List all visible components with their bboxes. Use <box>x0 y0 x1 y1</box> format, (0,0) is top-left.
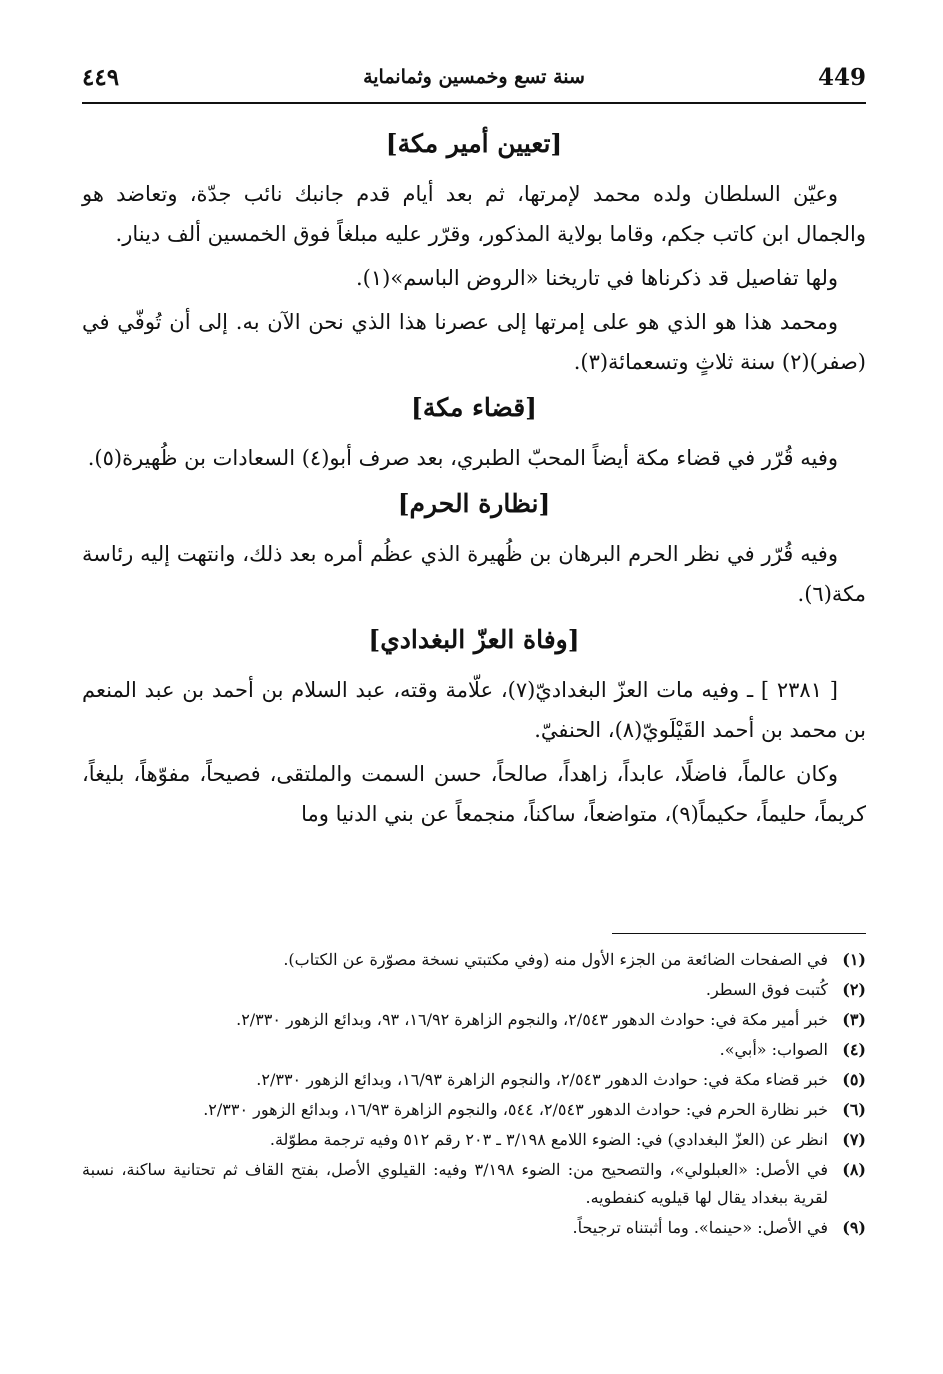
footnote <box>82 1006 866 1034</box>
footnote <box>82 1156 866 1212</box>
footnote-mark: (٩) <box>842 1218 866 1237</box>
footnote <box>82 1066 866 1094</box>
section-heading: [نظارة الحرم] <box>397 489 551 518</box>
paragraph: وفيه قُرّر في نظر الحرم البرهان بن ظُهيرة الذي عظُم أمره بعد ذلك، وانتهت إليه رئاسة مكة(٦). <box>82 542 866 606</box>
paragraph: [ ٢٣٨١ ] ـ وفيه مات العزّ البغداديّ(٧)، علّامة وقته، عبد السلام بن أحمد بن عبد المنعم بن محمد بن أحمد القَيْلَويّ(٨)، الحنفيّ. <box>82 678 866 742</box>
footnote <box>82 1214 866 1242</box>
footnote-text: في الأصل: «العبلولي»، والتصحيح من: الضوء ٣/١٩٨ وفيه: القيلوي الأصل، بفتح القاف ثم تحتانية ساكنة، نسبة لقرية ببغداد يقال لها قيلويه كنفطويه. <box>82 1160 828 1207</box>
footnote-text: كُتبت فوق السطر. <box>705 980 828 999</box>
header-rule <box>82 102 866 104</box>
section-heading: [قضاء مكة] <box>411 393 537 422</box>
footnote <box>82 976 866 1004</box>
footnote-text: الصواب: «أبي». <box>719 1040 828 1059</box>
footnote <box>82 1096 866 1124</box>
footnote-mark: (٢) <box>842 980 866 999</box>
paragraph: وفيه قُرّر في قضاء مكة أيضاً المحبّ الطبري، بعد صرف أبو(٤) السعادات بن ظُهيرة(٥). <box>87 446 838 470</box>
page-header <box>82 62 866 98</box>
running-title: سنة تسع وخمسين وثمانماية <box>363 66 585 88</box>
footnote-mark: (٧) <box>842 1130 866 1149</box>
main-text <box>82 118 866 838</box>
paragraph: وعيّن السلطان ولده محمد لإمرتها، ثم بعد أيام قدم جانبك نائب جدّة، وتعاضد هو والجمال ابن كاتب جكم، وقاما بولاية المذكور، وقرّر عليه مبلغاً فوق الخمسين ألف دينار. <box>82 182 866 246</box>
footnote-mark: (٤) <box>842 1040 866 1059</box>
footnote-mark: (٥) <box>842 1070 866 1089</box>
section-heading: [وفاة العزّ البغدادي] <box>368 625 580 654</box>
section-death-al-izz-al-baghdadi <box>82 620 866 834</box>
paragraph: وكان عالماً، فاضلًا، عابداً، زاهداً، صالحاً، حسن السمت والملتقى، فصيحاً، مفوّهاً، بليغاً، كريماً، حليماً، حكيماً(٩)، متواضعاً، ساكناً، منجمعاً عن بني الدنيا وما <box>82 762 866 826</box>
footnote-text: خبر قضاء مكة في: حوادث الدهور ٢/٥٤٣، والنجوم الزاهرة ١٦/٩٣، وبدائع الزهور ٢/٣٣٠. <box>256 1070 828 1089</box>
footnote-text: انظر عن (العزّ البغدادي) في: الضوء اللامع ٣/١٩٨ ـ ٢٠٣ رقم ٥١٢ وفيه ترجمة مطوّلة. <box>269 1130 828 1149</box>
footnote-text: خبر أمير مكة في: حوادث الدهور ٢/٥٤٣، والنجوم الزاهرة ١٦/٩٢، ٩٣، وبدائع الزهور ٢/٣٣٠. <box>236 1010 828 1029</box>
section-haram-supervision <box>82 484 866 614</box>
footnote-mark: (٨) <box>842 1160 866 1179</box>
footnote <box>82 946 866 974</box>
footnote-mark: (٣) <box>842 1010 866 1029</box>
footnote-text: خبر نظارة الحرم في: حوادث الدهور ٢/٥٤٣، ٥٤٤، والنجوم الزاهرة ١٦/٩٣، وبدائع الزهور ٢/٣٣٠. <box>203 1100 828 1119</box>
page-number-arabic: ٤٤٩ <box>82 64 120 91</box>
footnote-mark: (٦) <box>842 1100 866 1119</box>
section-judgeship-mecca <box>82 388 866 478</box>
page-number-latin: 449 <box>817 64 866 91</box>
section-heading: [تعيين أمير مكة] <box>385 129 563 158</box>
footnote <box>82 1036 866 1064</box>
footnotes <box>82 946 866 1244</box>
footnote <box>82 1126 866 1154</box>
footnote-text: في الصفحات الضائعة من الجزء الأول منه (وفي مكتبتي نسخة مصوّرة عن الكتاب). <box>283 950 828 969</box>
footnote-separator <box>612 933 866 934</box>
paragraph: ومحمد هذا هو الذي هو على إمرتها إلى عصرنا هذا الذي نحن الآن به. إلى أن تُوفّي في (صفر)(٢) سنة ثلاثٍ وتسعمائة(٣). <box>82 310 866 374</box>
footnote-mark: (١) <box>842 950 866 969</box>
section-appointment-emir-mecca <box>82 124 866 382</box>
footnote-text: في الأصل: «حينما». وما أثبتناه ترجيحاً. <box>572 1218 828 1237</box>
paragraph: ولها تفاصيل قد ذكرناها في تاريخنا «الروض الباسم»(١). <box>356 266 838 290</box>
